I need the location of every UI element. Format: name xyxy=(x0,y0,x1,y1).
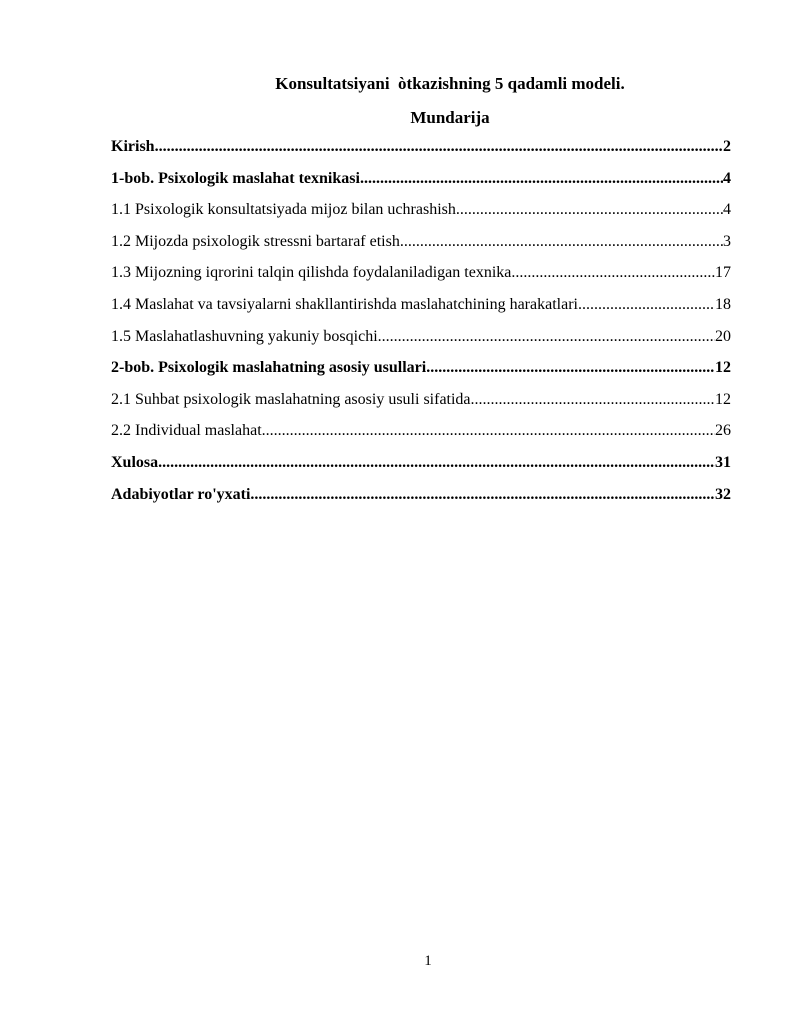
toc-leader-dots xyxy=(378,328,715,346)
toc-entry-label: 1.5 Maslahatlashuvning yakuniy bosqichi xyxy=(111,327,378,345)
toc-entry-label: 1.4 Maslahat va tavsiyalarni shakllantirishda maslahatchining harakatlari xyxy=(111,295,578,313)
toc-heading: Mundarija xyxy=(410,108,490,127)
toc-entry-page: 26 xyxy=(715,422,731,440)
toc-entry-page: 3 xyxy=(723,232,731,250)
toc-leader-dots xyxy=(360,170,723,188)
toc-leader-dots xyxy=(155,138,723,156)
toc-leader-dots xyxy=(511,264,715,282)
toc-entry-label: 1.3 Mijozning iqrorini talqin qilishda foydalaniladigan texnika xyxy=(111,264,512,282)
toc-entry-page: 4 xyxy=(723,169,731,187)
toc-entry-1-1[interactable] xyxy=(111,201,731,233)
toc-entry-chapter-2[interactable] xyxy=(111,359,731,391)
toc-leader-dots xyxy=(578,296,715,314)
toc-entry-adabiyotlar[interactable] xyxy=(111,486,731,518)
toc-leader-dots xyxy=(456,201,723,219)
toc-leader-dots xyxy=(426,359,715,377)
toc-entry-xulosa[interactable] xyxy=(111,454,731,486)
page-number: 1 xyxy=(424,953,432,969)
toc-entry-page: 20 xyxy=(715,327,731,345)
table-of-contents xyxy=(111,138,731,517)
toc-entry-page: 17 xyxy=(715,264,731,282)
toc-entry-page: 12 xyxy=(715,359,731,377)
toc-entry-2-2[interactable] xyxy=(111,422,731,454)
toc-entry-label: 1-bob. Psixologik maslahat texnikasi xyxy=(111,169,360,187)
toc-entry-page: 4 xyxy=(723,201,731,219)
toc-entry-page: 31 xyxy=(715,453,731,471)
toc-entry-page: 32 xyxy=(715,485,731,503)
toc-entry-label: 2.1 Suhbat psixologik maslahatning asosiy usuli sifatida xyxy=(111,390,471,408)
toc-entry-2-1[interactable] xyxy=(111,391,731,423)
toc-entry-label: Xulosa xyxy=(111,453,159,471)
toc-entry-page: 12 xyxy=(715,390,731,408)
toc-entry-label: 1.2 Mijozda psixologik stressni bartaraf etish xyxy=(111,232,400,250)
toc-entry-label: 2.2 Individual maslahat xyxy=(111,422,262,440)
toc-entry-1-2[interactable] xyxy=(111,233,731,265)
toc-entry-kirish[interactable] xyxy=(111,138,731,170)
toc-leader-dots xyxy=(262,422,715,440)
toc-entry-1-5[interactable] xyxy=(111,328,731,360)
toc-entry-1-4[interactable] xyxy=(111,296,731,328)
toc-entry-label: Adabiyotlar ro'yxati xyxy=(111,485,251,503)
toc-entry-page: 18 xyxy=(715,295,731,313)
toc-entry-1-3[interactable] xyxy=(111,264,731,296)
toc-entry-label: 1.1 Psixologik konsultatsiyada mijoz bilan uchrashish xyxy=(111,201,456,219)
toc-leader-dots xyxy=(471,391,715,409)
toc-leader-dots xyxy=(400,233,723,251)
toc-entry-label: 2-bob. Psixologik maslahatning asosiy usullari xyxy=(111,359,427,377)
toc-entry-page: 2 xyxy=(723,138,731,155)
toc-entry-chapter-1[interactable] xyxy=(111,170,731,202)
toc-leader-dots xyxy=(158,454,715,472)
toc-leader-dots xyxy=(250,486,715,504)
document-title: Konsultatsiyani òtkazishning 5 qadamli modeli. xyxy=(275,74,625,93)
toc-entry-label: Kirish xyxy=(111,138,155,155)
